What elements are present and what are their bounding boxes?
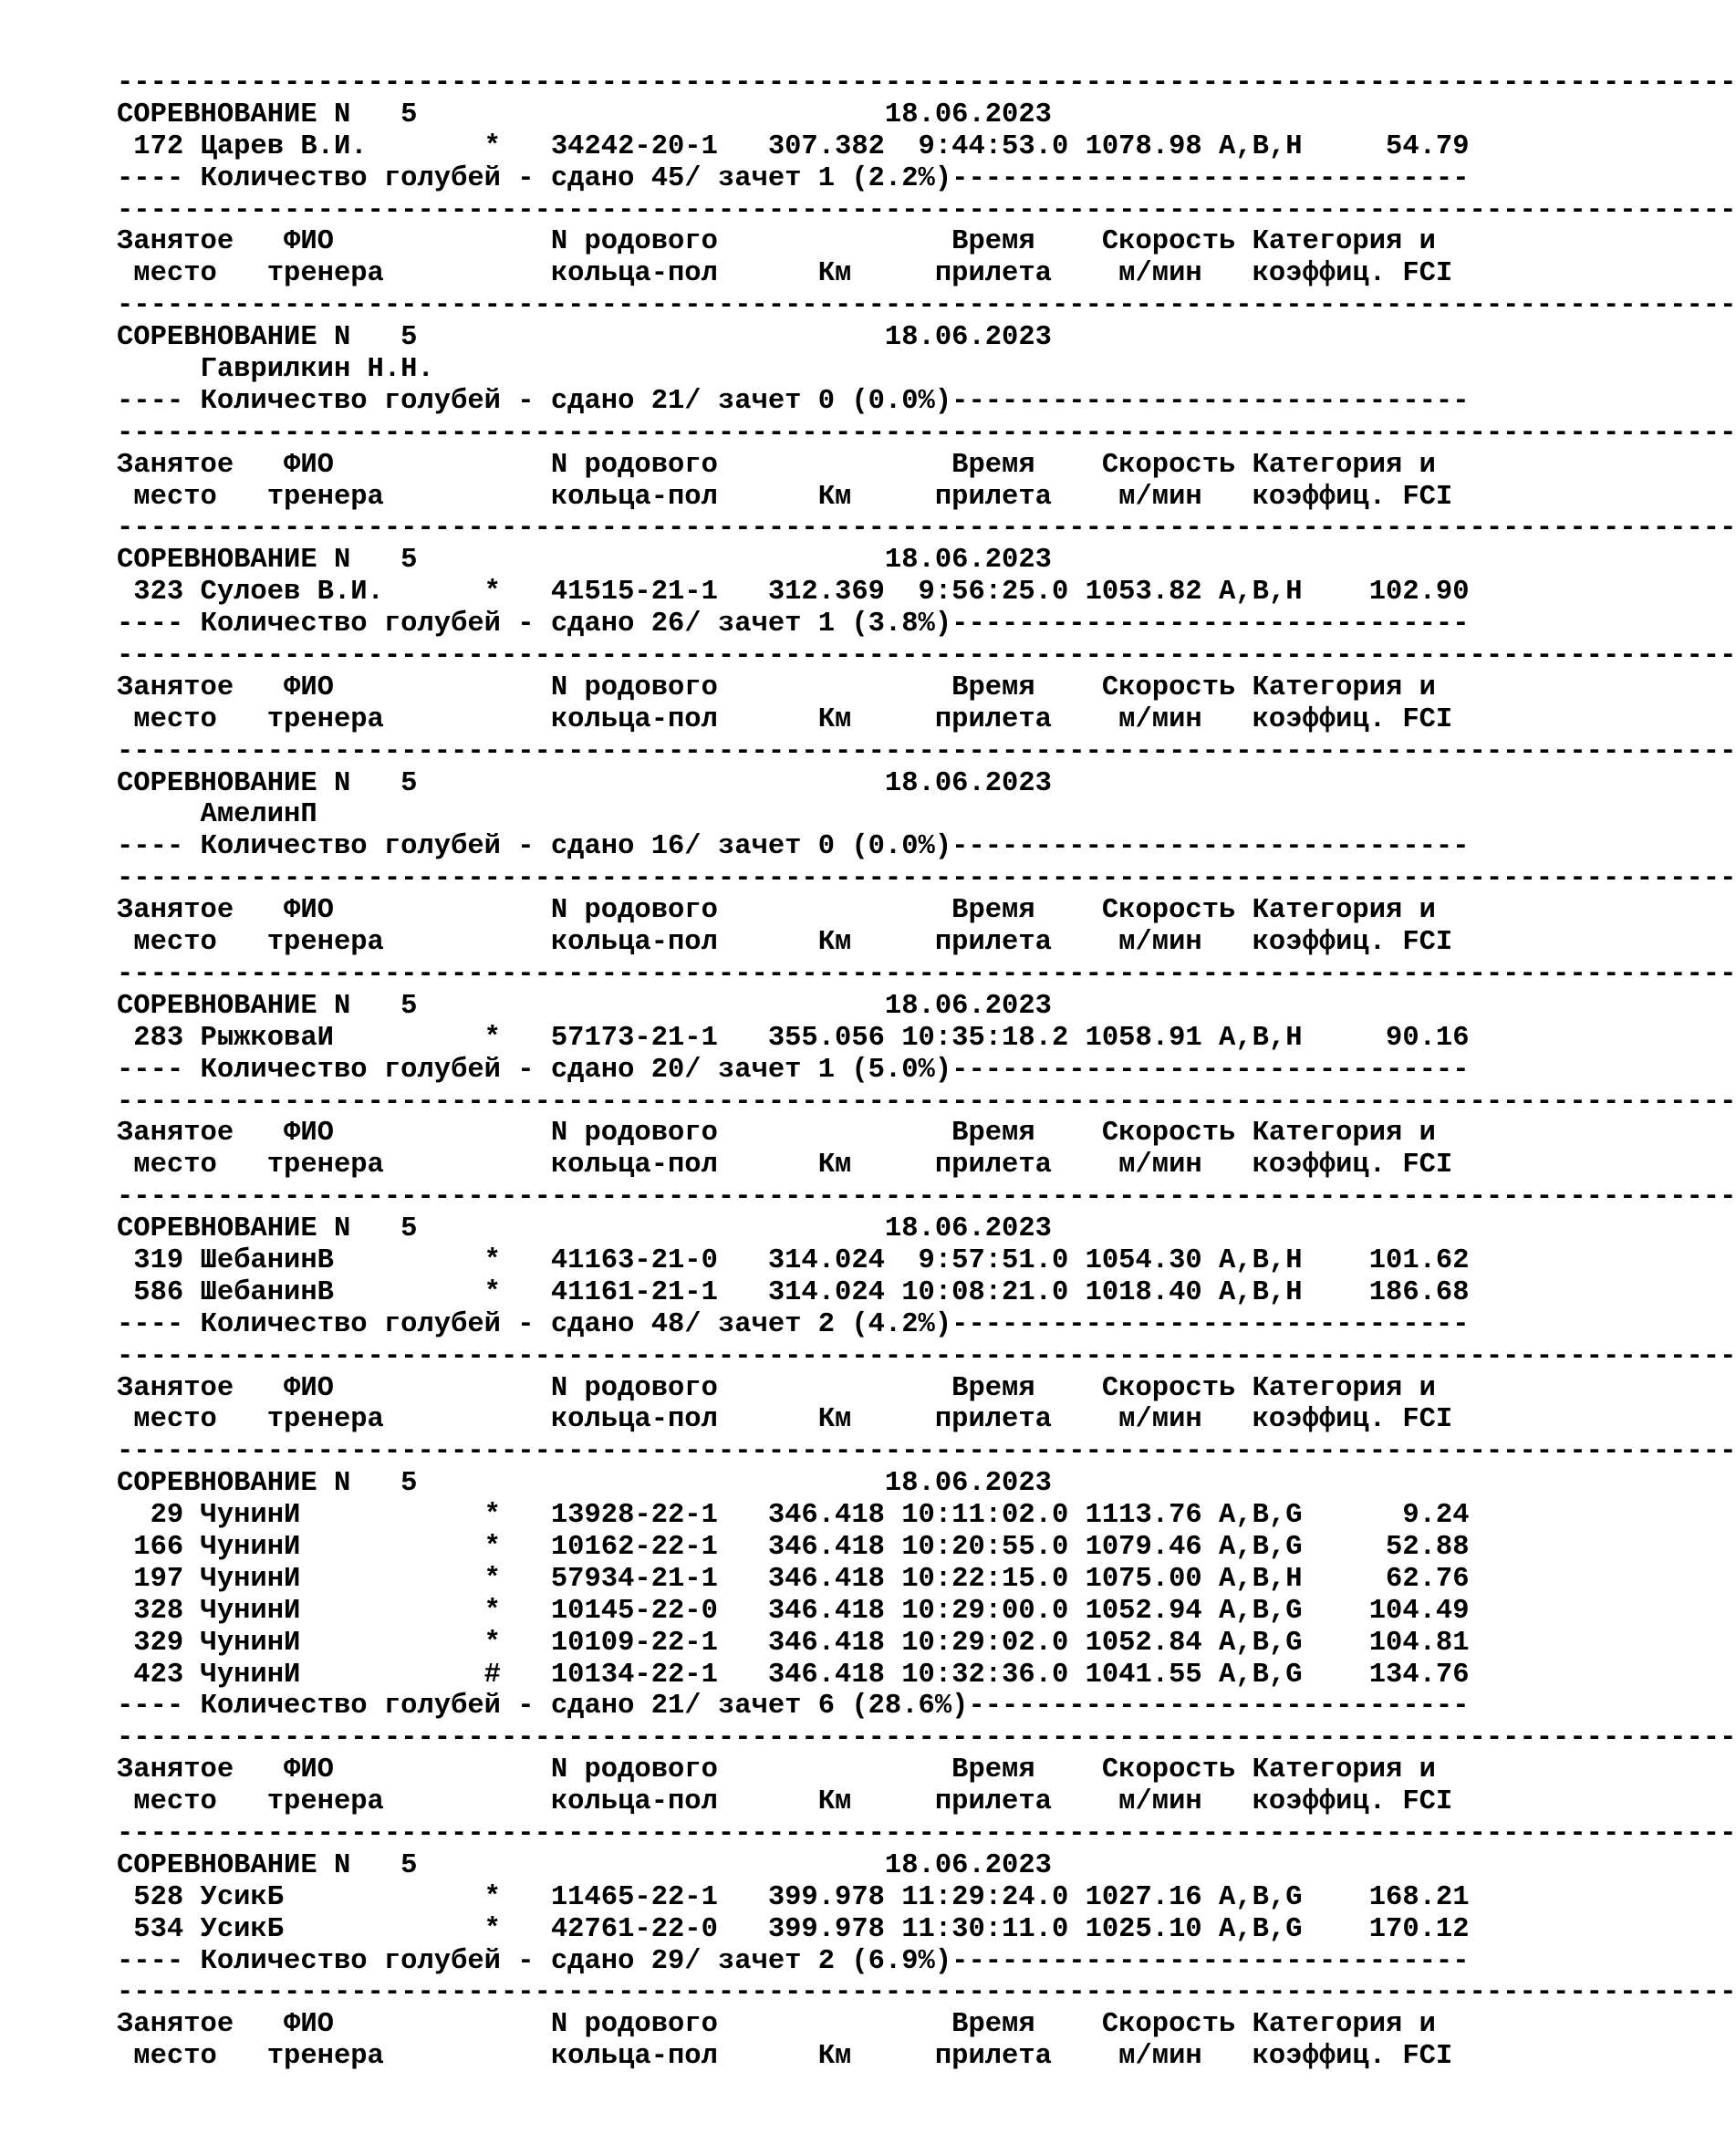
result-row: 423 ЧунинИ # 10134-22-1 346.418 10:32:36.0 1041.55 A,B,G 134.76 [117, 1659, 1470, 1691]
result-row: 319 ШебанинВ * 41163-21-0 314.024 9:57:51.0 1054.30 A,B,H 101.62 [117, 1244, 1470, 1276]
competition-header: СОРЕВНОВАНИЕ N 5 18.06.2023 [117, 322, 1052, 354]
separator-line: ------------------------------------------------------------------------------------------------- [117, 68, 1736, 99]
result-row: 172 Царев В.И. * 34242-20-1 307.382 9:44:53.0 1078.98 A,B,H 54.79 [117, 130, 1470, 162]
column-header: место тренера кольца-пол Км прилета м/мин коэффиц. FCI [117, 1404, 1453, 1436]
column-header: место тренера кольца-пол Км прилета м/мин коэффиц. FCI [117, 927, 1453, 959]
column-header: место тренера кольца-пол Км прилета м/мин коэффиц. FCI [117, 1786, 1453, 1818]
competition-header: СОРЕВНОВАНИЕ N 5 18.06.2023 [117, 1849, 1052, 1881]
separator-line: ------------------------------------------------------------------------------------------------- [117, 1436, 1736, 1468]
column-header: Занятое ФИО N родового Время Скорость Категория и [117, 1372, 1436, 1404]
separator-line: ------------------------------------------------------------------------------------------------- [117, 194, 1736, 226]
pigeon-count-summary: ---- Количество голубей - сдано 21/ зачет 6 (28.6%)------------------------------ [117, 1691, 1470, 1723]
column-header: Занятое ФИО N родового Время Скорость Категория и [117, 895, 1436, 927]
separator-line: ------------------------------------------------------------------------------------------------- [117, 958, 1736, 990]
result-row: 329 ЧунинИ * 10109-22-1 346.418 10:29:02.0 1052.84 A,B,G 104.81 [117, 1627, 1470, 1659]
column-header: место тренера кольца-пол Км прилета м/мин коэффиц. FCI [117, 703, 1453, 735]
pigeon-count-summary: ---- Количество голубей - сдано 26/ зачет 1 (3.8%)------------------------------- [117, 609, 1470, 640]
column-header: Занятое ФИО N родового Время Скорость Категория и [117, 1118, 1436, 1150]
separator-line: ------------------------------------------------------------------------------------------------- [117, 1086, 1736, 1118]
result-row: 166 ЧунинИ * 10162-22-1 346.418 10:20:55.0 1079.46 A,B,G 52.88 [117, 1531, 1470, 1563]
separator-line: ------------------------------------------------------------------------------------------------- [117, 735, 1736, 767]
competition-header: СОРЕВНОВАНИЕ N 5 18.06.2023 [117, 1213, 1052, 1245]
separator-line: ------------------------------------------------------------------------------------------------- [117, 417, 1736, 449]
fancier-name: Гаврилкин Н.Н. [117, 354, 434, 386]
separator-line: ------------------------------------------------------------------------------------------------- [117, 1723, 1736, 1754]
result-row: 586 ШебанинВ * 41161-21-1 314.024 10:08:21.0 1018.40 A,B,H 186.68 [117, 1276, 1470, 1308]
result-row: 328 ЧунинИ * 10145-22-0 346.418 10:29:00.0 1052.94 A,B,G 104.49 [117, 1595, 1470, 1627]
report-lines [117, 68, 1736, 2073]
column-header: место тренера кольца-пол Км прилета м/мин коэффиц. FCI [117, 481, 1453, 513]
separator-line: ------------------------------------------------------------------------------------------------- [117, 640, 1736, 672]
competition-header: СОРЕВНОВАНИЕ N 5 18.06.2023 [117, 545, 1052, 577]
competition-header: СОРЕВНОВАНИЕ N 5 18.06.2023 [117, 767, 1052, 799]
separator-line: ------------------------------------------------------------------------------------------------- [117, 513, 1736, 545]
pigeon-count-summary: ---- Количество голубей - сдано 16/ зачет 0 (0.0%)------------------------------- [117, 831, 1470, 863]
column-header: Занятое ФИО N родового Время Скорость Категория и [117, 671, 1436, 703]
result-row: 197 ЧунинИ * 57934-21-1 346.418 10:22:15.0 1075.00 A,B,H 62.76 [117, 1563, 1470, 1595]
pigeon-count-summary: ---- Количество голубей - сдано 21/ зачет 0 (0.0%)------------------------------- [117, 385, 1470, 417]
pigeon-count-summary: ---- Количество голубей - сдано 45/ зачет 1 (2.2%)------------------------------- [117, 162, 1470, 194]
column-header: место тренера кольца-пол Км прилета м/мин коэффиц. FCI [117, 258, 1453, 290]
separator-line: ------------------------------------------------------------------------------------------------- [117, 1977, 1736, 2009]
result-row: 528 УсикБ * 11465-22-1 399.978 11:29:24.0 1027.16 A,B,G 168.21 [117, 1881, 1470, 1913]
separator-line: ------------------------------------------------------------------------------------------------- [117, 863, 1736, 895]
fancier-name: АмелинП [117, 799, 317, 831]
pigeon-count-summary: ---- Количество голубей - сдано 29/ зачет 2 (6.9%)------------------------------- [117, 1945, 1470, 1977]
separator-line: ------------------------------------------------------------------------------------------------- [117, 290, 1736, 322]
column-header: Занятое ФИО N родового Время Скорость Категория и [117, 2009, 1436, 2041]
separator-line: ------------------------------------------------------------------------------------------------- [117, 1817, 1736, 1849]
pigeon-count-summary: ---- Количество голубей - сдано 48/ зачет 2 (4.2%)------------------------------- [117, 1308, 1470, 1340]
results-document [117, 68, 1736, 2073]
column-header: Занятое ФИО N родового Время Скорость Категория и [117, 449, 1436, 481]
separator-line: ------------------------------------------------------------------------------------------------- [117, 1340, 1736, 1372]
column-header: Занятое ФИО N родового Время Скорость Категория и [117, 1754, 1436, 1786]
result-row: 29 ЧунинИ * 13928-22-1 346.418 10:11:02.0 1113.76 A,B,G 9.24 [117, 1500, 1470, 1532]
column-header: место тренера кольца-пол Км прилета м/мин коэффиц. FCI [117, 1150, 1453, 1182]
column-header: Занятое ФИО N родового Время Скорость Категория и [117, 226, 1436, 258]
result-row: 283 РыжковаИ * 57173-21-1 355.056 10:35:18.2 1058.91 A,B,H 90.16 [117, 1022, 1470, 1054]
result-row: 534 УсикБ * 42761-22-0 399.978 11:30:11.0 1025.10 A,B,G 170.12 [117, 1913, 1470, 1945]
result-row: 323 Сулоев В.И. * 41515-21-1 312.369 9:56:25.0 1053.82 A,B,H 102.90 [117, 577, 1470, 609]
pigeon-count-summary: ---- Количество голубей - сдано 20/ зачет 1 (5.0%)------------------------------- [117, 1054, 1470, 1086]
column-header: место тренера кольца-пол Км прилета м/мин коэффиц. FCI [117, 2041, 1453, 2073]
separator-line: ------------------------------------------------------------------------------------------------- [117, 1182, 1736, 1213]
competition-header: СОРЕВНОВАНИЕ N 5 18.06.2023 [117, 1468, 1052, 1500]
competition-header: СОРЕВНОВАНИЕ N 5 18.06.2023 [117, 990, 1052, 1022]
competition-header: СОРЕВНОВАНИЕ N 5 18.06.2023 [117, 99, 1052, 130]
